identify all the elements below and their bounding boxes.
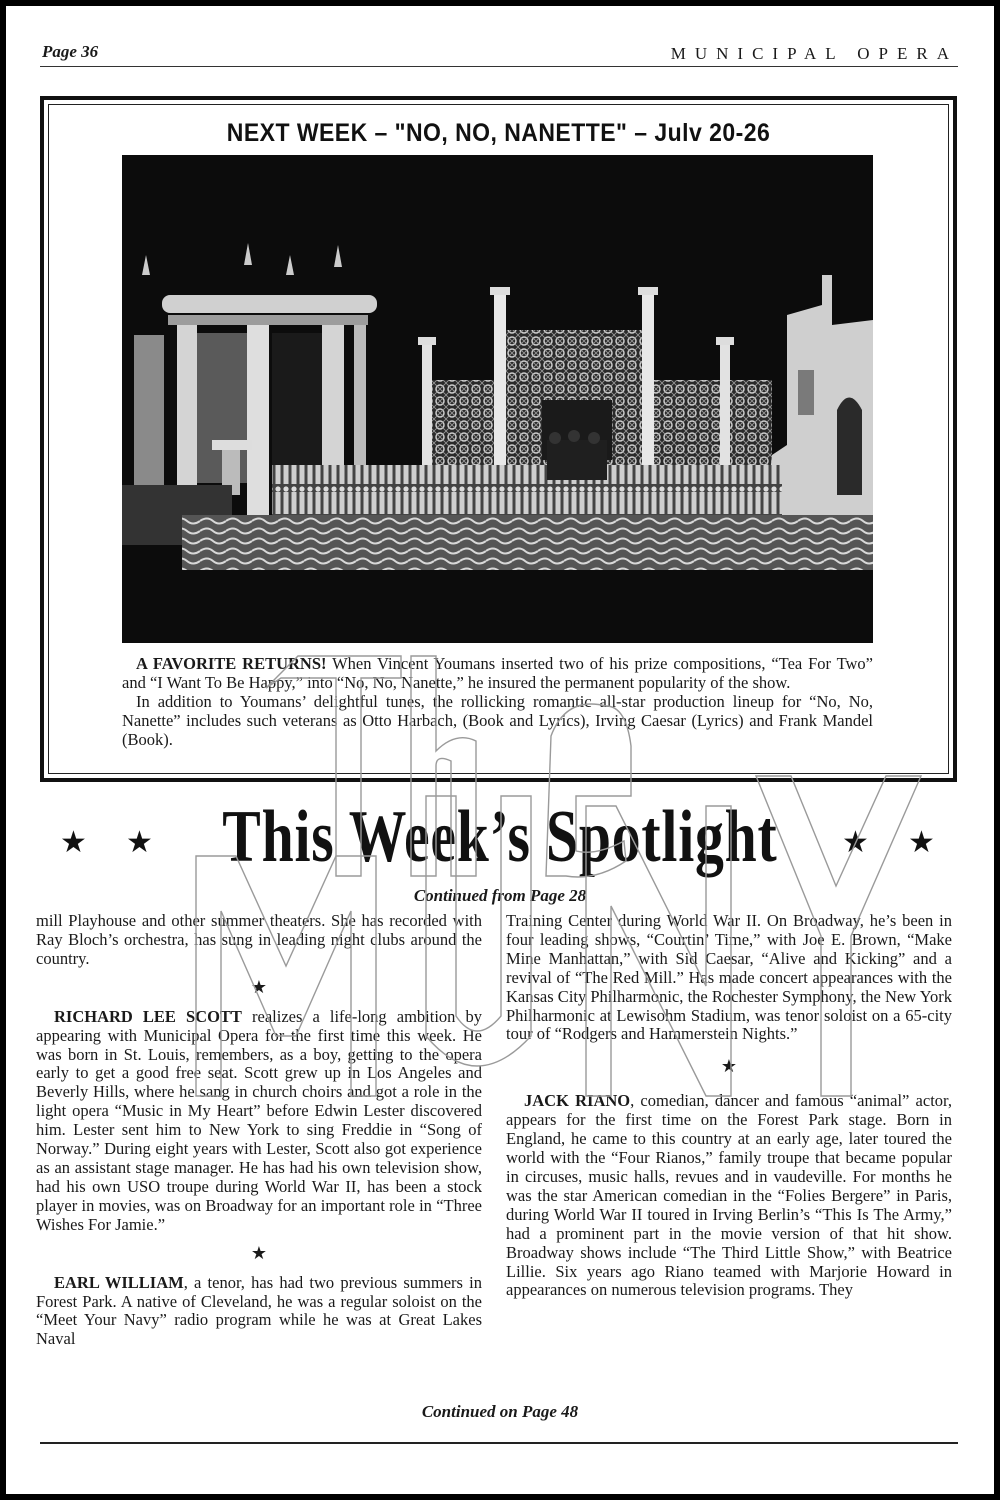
paragraph-text: , a tenor, has had two previous summers in Forest Park. A native of Cleveland, he was a regular soloist on the “Meet Your Navy” radio program while he was at Great Lakes Naval [36, 1272, 482, 1349]
spotlight-title-text: This Week’s Spotlight [222, 796, 778, 878]
paragraph-text: , comedian, dancer and famous “animal” actor, appears for the first time on the Forest Park stage. Born in England, he came to this country at an early age, later toured the world with the “Four Rianos,” family troupe that became popular in circuses, music halls, revues and in vaudeville. For months he was the star American comedian in the “Folies Bergere” in Paris, during World War II toured in Irving Berlin’s “This Is The Army,” had a prominent part in the movie version of that hit show. Broadway shows include “The Third Little Show,” with Beatrice Lillie. Six years ago Riano teamed with Marjorie Howard in appearances on numerous television programs. They [506, 1091, 952, 1300]
star-icon: ★ [126, 825, 153, 860]
star-icon: ★ [60, 825, 87, 860]
star-icon: ★ [842, 825, 869, 860]
footer-rule [40, 1442, 958, 1444]
performer-name: EARL WILLIAM [54, 1272, 184, 1292]
paragraph: mill Playhouse and other summer theaters. She has recorded with Ray Bloch’s orchestra, has sung in leading night clubs around the country. [36, 911, 482, 968]
magazine-page [6, 6, 994, 1494]
stage-set-image [122, 155, 873, 643]
caption-text-1: When Vincent Youmans inserted two of his prize compositions, “Tea For Two” and “I Want To Be Happy,” into “No, No, Nanette,” he insured the permanent popularity of the show. [122, 654, 874, 692]
caption-paragraph-2: In addition to Youmans’ delightful tunes, the rollicking romantic all-star production lineup for “No, No, Nanette” includes such veterans as Otto Harbach, (Book and Lyrics), Irving Caesar (Lyrics) and Frank Mandel (Book). [122, 692, 873, 749]
paragraph-jack-riano [506, 1092, 952, 1300]
paragraph-richard-lee-scott [36, 1008, 482, 1235]
right-column [506, 912, 952, 1300]
star-separator-icon: ★ [250, 976, 268, 998]
star-icon: ★ [908, 825, 935, 860]
stage-photo [122, 155, 873, 643]
caption-paragraph-1 [122, 654, 873, 692]
continued-on-note: Continued on Page 48 [421, 1402, 579, 1421]
publication-title: MUNICIPAL OPERA [670, 44, 958, 63]
star-separator-icon: ★ [250, 1242, 268, 1264]
performer-name: RICHARD LEE SCOTT [54, 1006, 242, 1026]
photo-caption [122, 654, 873, 749]
paragraph-earl-william [36, 1274, 482, 1350]
caption-lead: A FAVORITE RETURNS! [136, 654, 327, 673]
continued-from-note: Continued from Page 28 [413, 886, 587, 905]
paragraph-text: realizes a life-long ambition by appearing with Municipal Opera for the first time this week. He was born in St. Louis, remembers, as a boy, getting to the opera early to get a good free seat. Scott grew up in Los Angeles and Beverly Hills, where he sang in church choirs and got a role in the light opera “Music in My Heart” before Edwin Lester discovered him. Lester sent him to New York to sing Freddie in “Song of Norway.” During eight years with Lester, Scott also got experience as an assistant stage manager. He has had his own television show, had his own USO troupe during World War II, has been a stock player in movies, was on Broadway for an important role in “Three Wishes For Jamie.” [36, 1006, 482, 1234]
star-separator-icon: ★ [720, 1056, 738, 1078]
page-number: Page 36 [42, 42, 99, 61]
performer-name: JACK RIANO [524, 1091, 631, 1111]
header-rule [40, 66, 958, 67]
left-column [36, 912, 482, 1349]
next-week-headline: NEXT WEEK – "NO, NO, NANETTE" – Julv 20-26 [226, 119, 771, 147]
paragraph: Training Center during World War II. On Broadway, he’s been in four leading shows, “Courtin’ Time,” with Joe E. Brown, “Make Mine Manhattan,” with Sid Caesar, “Alive and Kicking” and a revival of “The Red Mill.” Has made concert appearances with the Kansas City Philharmonic, the Rochester Symphony, the New York Philharmonic at Lewisohm Stadium, was tenor soloist on a 65-city tour of “Rodgers and Hammerstein Nights.” [506, 911, 952, 1044]
